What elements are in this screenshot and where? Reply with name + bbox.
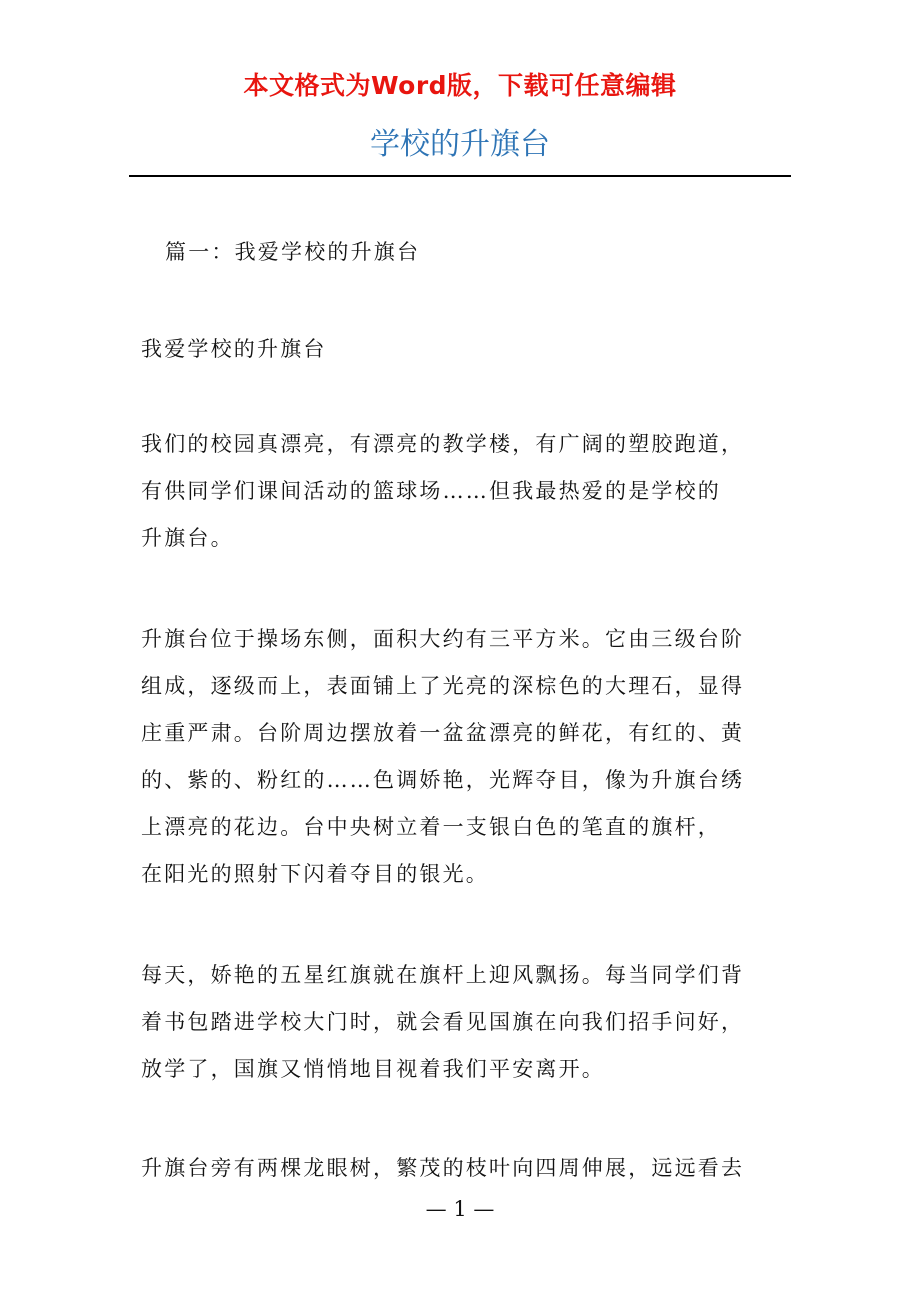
paragraph-line: 着书包踏进学校大门时，就会看见国旗在向我们招手问好， xyxy=(141,1010,745,1034)
document-title: 学校的升旗台 xyxy=(370,127,550,162)
paragraph-3 xyxy=(141,952,801,1093)
paragraph-4 xyxy=(141,1145,801,1192)
paragraph-line: 每天，娇艳的五星红旗就在旗杆上迎风飘扬。每当同学们背 xyxy=(141,963,745,987)
paragraph-line: 有供同学们课间活动的篮球场……但我最热爱的是学校的 xyxy=(141,479,721,503)
format-notice: 本文格式为Word版，下载可任意编辑 xyxy=(243,71,677,100)
section-heading: 篇一：我爱学校的升旗台 xyxy=(165,240,421,264)
article-subtitle: 我爱学校的升旗台 xyxy=(141,337,327,361)
paragraph-line: 庄重严肃。台阶周边摆放着一盆盆漂亮的鲜花，有红的、黄 xyxy=(141,721,745,745)
paragraph-line: 放学了，国旗又悄悄地目视着我们平安离开。 xyxy=(141,1057,605,1081)
paragraph-1 xyxy=(141,421,801,562)
paragraph-line: 在阳光的照射下闪着夺目的银光。 xyxy=(141,862,489,886)
paragraph-line: 升旗台。 xyxy=(141,526,234,550)
paragraph-line: 组成，逐级而上，表面铺上了光亮的深棕色的大理石，显得 xyxy=(141,674,745,698)
paragraph-line: 我们的校园真漂亮，有漂亮的教学楼，有广阔的塑胶跑道， xyxy=(141,432,745,456)
paragraph-line: 上漂亮的花边。台中央树立着一支银白色的笔直的旗杆， xyxy=(141,815,721,839)
paragraph-line: 升旗台旁有两棵龙眼树，繁茂的枝叶向四周伸展，远远看去 xyxy=(141,1156,745,1180)
paragraph-line: 升旗台位于操场东侧，面积大约有三平方米。它由三级台阶 xyxy=(141,627,745,651)
paragraph-line: 的、紫的、粉红的……色调娇艳，光辉夺目，像为升旗台绣 xyxy=(141,768,745,792)
paragraph-2 xyxy=(141,616,801,898)
title-divider xyxy=(129,175,791,177)
page-number: — 1 — xyxy=(425,1197,495,1221)
